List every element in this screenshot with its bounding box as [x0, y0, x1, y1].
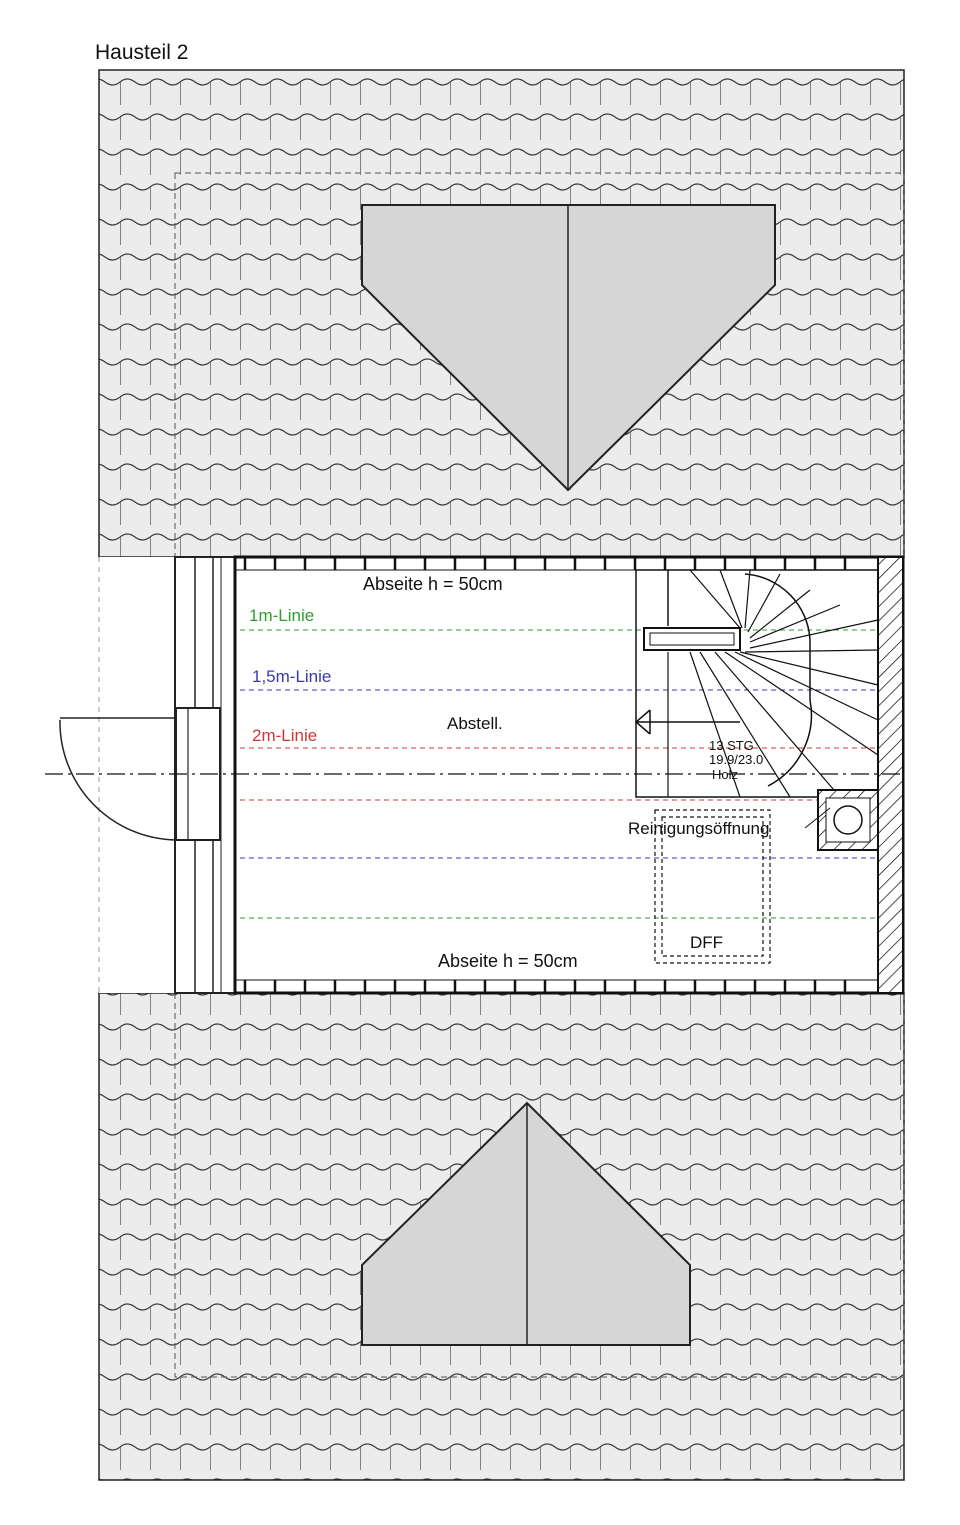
label-stair-steps: 13 STG [709, 738, 754, 753]
label-abseite-top: Abseite h = 50cm [363, 574, 503, 594]
label-stair-dims: 19.9/23.0 [709, 752, 764, 767]
label-1m-line: 1m-Linie [249, 606, 315, 625]
label-stair-material: Holz [712, 767, 739, 782]
drawing-title: Hausteil 2 [95, 41, 189, 64]
label-abseite-bottom: Abseite h = 50cm [438, 951, 578, 971]
label-storage: Abstell. [447, 714, 503, 733]
label-skylight: DFF [690, 933, 724, 952]
label-cleaning-opening: Reinigungsöffnung [628, 819, 770, 838]
attic-room [235, 557, 903, 993]
hatched-wall [878, 557, 903, 993]
chimney [818, 790, 878, 850]
label-2m-line: 2m-Linie [252, 726, 318, 745]
label-15m-line: 1,5m-Linie [252, 667, 332, 686]
